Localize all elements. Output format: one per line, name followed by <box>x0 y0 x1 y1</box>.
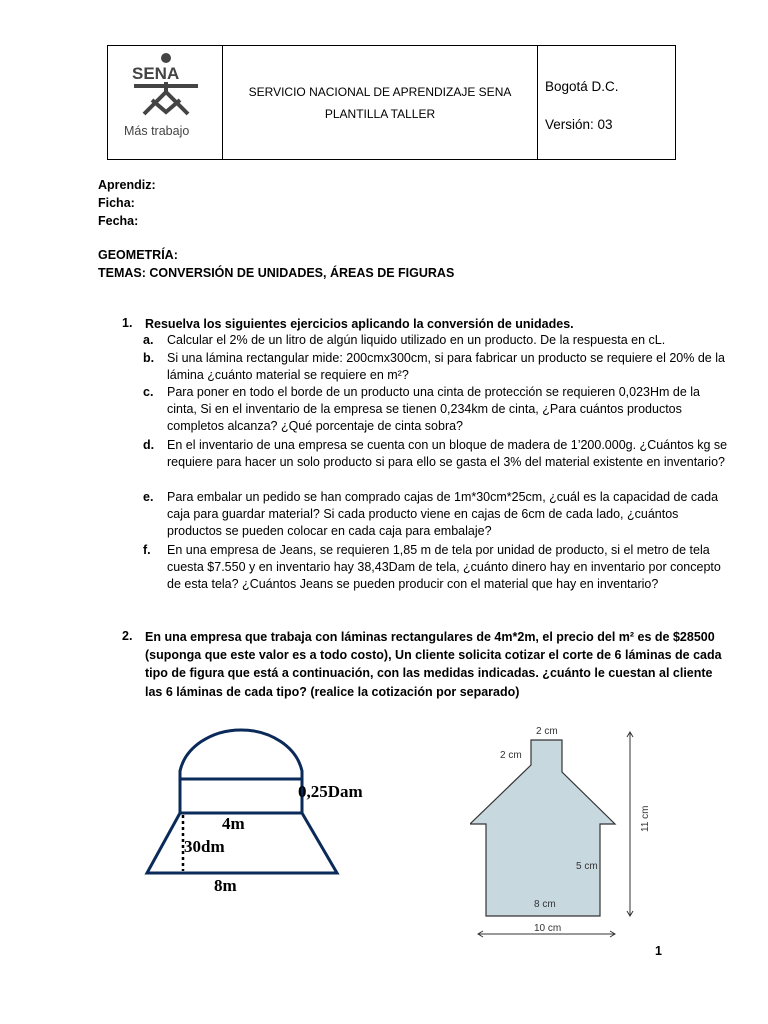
title-cell <box>223 46 538 159</box>
item-f-letter: f. <box>143 543 151 557</box>
figure1-top-label: 4m <box>222 814 245 833</box>
question1-number: 1. <box>122 316 133 330</box>
figure2-body-width-label: 8 cm <box>534 899 556 910</box>
figure2-house <box>470 740 615 916</box>
figure1-rect-height-label: 0,25Dam <box>298 782 363 801</box>
page-number: 1 <box>655 944 662 958</box>
question2-number: 2. <box>122 629 133 643</box>
question1-prompt: Resuelva los siguientes ejercicios aplicando la conversión de unidades. <box>145 317 574 331</box>
header-title: SERVICIO NACIONAL DE APRENDIZAJE SENA <box>248 84 512 99</box>
item-d-text: En el inventario de una empresa se cuenta con un bloque de madera de 1’200.000g. ¿Cuántos kg se requiere para hacer un solo producto si para ello se gasta el 3% del material existente en inventario? <box>167 438 728 470</box>
item-e-letter: e. <box>143 490 154 504</box>
logo-name: SENA <box>132 64 180 83</box>
figure2-chimney-width-label: 2 cm <box>536 726 558 737</box>
item-e-text: Para embalar un pedido se han comprado cajas de 1m*30cm*25cm, ¿cuál es la capacidad de cada caja para guardar material? Si cada producto viene en cajas de 6cm de cada lado, ¿cuántos productos se pueden colocar en cada caja para embalaje? <box>167 490 719 539</box>
item-d-letter: d. <box>143 438 155 452</box>
item-f-text: En una empresa de Jeans, se requieren 1,85 m de tela por unidad de producto, si el metro de tela cuesta $7.550 y en inventario hay 38,43Dam de tela, ¿cuánto dinero hay en inventario por concepto de esta tela? ¿Cuántos Jeans se pueden producir con el material que hay en inventario? <box>167 543 721 592</box>
item-c-text: Para poner en todo el borde de un producto una cinta de protección se requieren 0,023Hm de la cinta, Si en el inventario de la empresa se tienen 0,234km de cinta, ¿Para cuántos productos completos alcanza? ¿Qué porcentaje de cinta sobra? <box>167 385 701 434</box>
figure2-total-height-label: 11 cm <box>640 805 651 832</box>
header-subtitle: PLANTILLA TALLER <box>324 106 436 121</box>
subject-area: GEOMETRÍA: <box>98 248 178 262</box>
question2-text: En una empresa que trabaja con láminas rectangulares de 4m*2m, el precio del m² es de $28500 (suponga que este valor es a todo costo), Un cliente solicita cotizar el corte de 6 láminas de cada tipo de figura que está a continuación, con las medidas indicadas. ¿cuánto le cuestan al cliente las 6 láminas de cada tipo? (realice la cotización por separado) <box>145 630 722 699</box>
sena-logo-icon <box>122 52 212 122</box>
figure2-roof-width-label: 10 cm <box>534 923 562 934</box>
header-city: Bogotá D.C. <box>545 79 619 94</box>
logo-tagline: Más trabajo <box>124 124 190 138</box>
item-a-text: Calcular el 2% de un litro de algún liquido utilizado en un producto. De la respuesta en cL. <box>167 333 666 347</box>
figure2-shape <box>470 720 670 942</box>
item-b-text: Si una lámina rectangular mide: 200cmx300cm, si para fabricar un producto se requiere el 20% de la lámina ¿cuánto material se requiere en m²? <box>167 351 725 383</box>
header-version: Versión: 03 <box>545 117 613 132</box>
figure2-chimney-height-label: 2 cm <box>500 750 522 761</box>
figure1-bottom-label: 8m <box>214 876 237 895</box>
fecha-label: Fecha: <box>98 214 139 228</box>
figure1-dome <box>180 730 302 779</box>
ficha-label: Ficha: <box>98 196 135 210</box>
aprendiz-label: Aprendiz: <box>98 178 156 192</box>
figure2-body-height-label: 5 cm <box>576 861 598 872</box>
logo-cell <box>108 46 223 159</box>
item-b-letter: b. <box>143 351 155 365</box>
header-table <box>107 45 676 160</box>
meta-cell <box>538 46 675 159</box>
item-c-letter: c. <box>143 385 154 399</box>
figure1-rectangle <box>180 779 302 813</box>
figure1-shape <box>140 715 390 900</box>
subject-topics: TEMAS: CONVERSIÓN DE UNIDADES, ÁREAS DE FIGURAS <box>98 266 455 280</box>
figure1-trap-height-label: 30dm <box>184 837 225 856</box>
item-a-letter: a. <box>143 333 154 347</box>
